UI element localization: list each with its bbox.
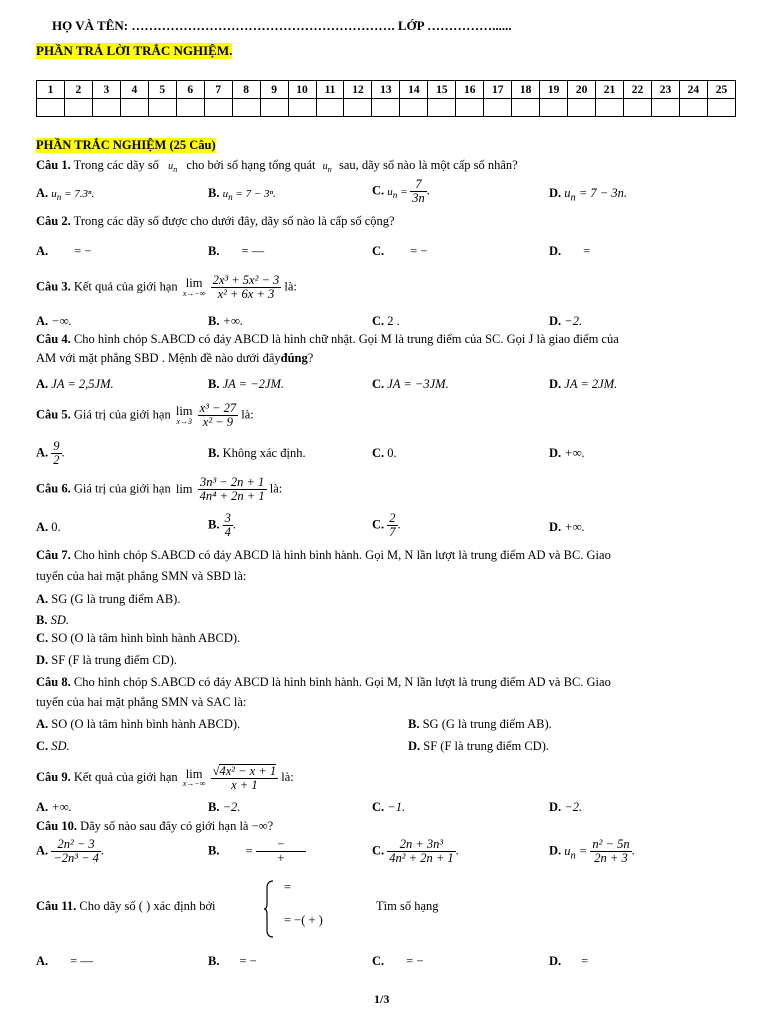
option-value: = [245,843,253,858]
limit-subscript: x→−∞ [182,779,206,789]
q6-option-b[interactable]: B. $\frac{3}{4}$ . [208,511,236,540]
fraction-denominator: 4 [224,525,231,540]
option-letter: D. [549,244,562,258]
option-value-rest: = 7 − 3ⁿ. [232,188,276,200]
q10-option-c[interactable]: C. $\frac{\text{2n + 3n³}}{\text{4n² + 2n + 1}}$ . [372,837,459,866]
q7-option-c[interactable] [36,631,240,646]
option-value: −2. [222,800,241,814]
option-letter: B. [208,843,220,858]
fraction-denominator: −2n³ − 4 [53,851,99,866]
system-brace [263,880,275,938]
answer-blank-cell[interactable] [37,99,65,117]
fraction-denominator: x² + 6x + 3 [217,287,275,302]
answer-blank-cell[interactable] [148,99,176,117]
q9-option-b[interactable] [208,800,240,815]
question-label: Câu 10. [36,819,77,833]
q3-option-a[interactable] [36,314,72,329]
section-title: PHẦN TRẮC NGHIỆM (25 Câu) [36,138,216,152]
option-value: SO (O là tâm hình bình hành ABCD). [51,631,241,645]
q5-option-c[interactable] [372,446,397,461]
option-letter: A. [36,244,49,258]
q10-option-a[interactable]: A. $\frac{\text{2n² − 3}}{\text{−2n³ − 4}}$ . [36,837,105,866]
question-emphasis: đúng [280,351,308,365]
limit-subscript: x→−∞ [182,288,206,298]
option-letter: B. [208,244,220,258]
answer-blank-cell[interactable] [176,99,204,117]
q6-option-d[interactable] [549,520,585,535]
seq-sub: n [173,165,178,174]
question-text-tail: ? [307,351,314,365]
fraction-numerator: 2n + 3n³ [387,838,455,852]
answer-number-cell: 16 [456,81,484,99]
fraction-denominator: 2n + 3 [594,851,628,866]
question-text: Trong các dãy số [73,158,159,172]
answer-number-cell: 19 [540,81,568,99]
option-letter: D. [549,377,562,391]
option-value: u [51,188,57,200]
limit-symbol: lim [185,766,203,781]
question-10 [36,819,273,834]
question-label: Câu 5. [36,407,71,422]
question-label: Câu 1. [36,158,71,172]
option-letter: D. [549,843,562,858]
answer-blank-cell[interactable] [651,99,679,117]
answer-number-cell: 23 [651,81,679,99]
question-5 [36,402,254,429]
q9-option-a[interactable] [36,800,72,815]
fraction-numerator: 2x³ + 5x² − 3 [212,273,280,287]
option-value: JA = −3JM. [387,377,449,391]
option-letter: A. [36,592,49,606]
option-value: 0. [387,446,397,460]
answer-number-cell: 22 [624,81,652,99]
q2-option-b[interactable] [208,244,264,259]
q4-option-b[interactable] [208,377,284,392]
option-letter: C. [372,377,385,391]
question-text-tail: là: [284,279,297,294]
question-9: Câu 9. Kết quả của giới hạn lim x→−∞ $\frac{\text{√4x² − x + 1}}{x + 1}$ là: [36,764,294,793]
answer-blank-cell[interactable] [707,99,735,117]
option-letter: D. [36,653,49,667]
option-value: JA = −2JM. [222,377,285,391]
option-value: SF (F là trung điểm CD). [423,739,549,753]
fraction-denominator: 2 [53,453,60,468]
q7-option-b[interactable] [36,613,69,628]
limit-symbol: lim [175,404,193,419]
question-text: Kết quả của giới hạn [73,279,178,294]
answer-number-cell: 14 [400,81,428,99]
option-value: +∞. [564,520,585,534]
question-2 [36,214,395,229]
answer-blank-cell[interactable] [428,99,456,117]
limit-subscript: x→3 [176,416,192,426]
question-text: Kết quả của giới hạn [73,770,178,784]
q6-option-c[interactable]: C. $\frac{2}{7}$ . [372,511,401,540]
option-letter: C. [372,954,385,968]
fraction-denominator: 7 [389,525,396,540]
answer-grid [36,80,736,117]
answer-blank-cell[interactable] [679,99,707,117]
class-label: LỚP ……………...... [397,18,512,33]
question-label: Câu 3. [36,279,71,294]
option-value: 0. [51,520,61,534]
option-letter: A. [36,800,49,814]
question-11 [36,899,216,914]
option-letter: A. [36,954,49,968]
answer-blank-cell[interactable] [344,99,372,117]
answer-blank-cell[interactable] [484,99,512,117]
option-letter: A. [36,314,49,328]
option-letter: B. [208,800,220,814]
q2-option-a[interactable] [36,244,91,259]
q4-option-d[interactable] [549,377,617,392]
answer-blank-cell[interactable] [540,99,568,117]
q5-option-b[interactable] [208,446,306,461]
answer-number-cell: 24 [679,81,707,99]
option-letter: B. [208,186,220,200]
q1-option-a[interactable]: A. $u_n = 7.3^n$. [36,186,95,203]
option-letter: B. [36,613,48,627]
option-value: = — [241,244,265,258]
option-letter: D. [549,314,562,328]
answer-blank-cell[interactable] [64,99,92,117]
fraction-numerator: x³ − 27 [199,401,237,415]
q6-option-a[interactable] [36,520,61,535]
question-text: Dãy số nào sau đây có giới hạn là −∞? [80,819,274,833]
option-value: u [564,186,571,200]
option-letter: A. [36,186,49,200]
answer-number-cell: 21 [596,81,624,99]
answer-number-cell: 20 [568,81,596,99]
question-label: Câu 9. [36,770,71,784]
fraction-numerator: − [256,838,306,852]
option-value: SG (G là trung điểm AB). [51,592,181,606]
answer-blank-cell[interactable] [316,99,344,117]
option-value: SF (F là trung điểm CD). [51,653,177,667]
option-letter: C. [36,739,49,753]
q8-option-d[interactable] [408,739,549,754]
q11-option-d[interactable] [549,954,588,969]
question-7-line2: tuyến của hai mặt phẳng SMN và SBD là: [36,569,247,583]
seq-symbol: u [168,161,174,172]
question-label: Câu 11. [36,899,77,913]
option-value: −2. [564,800,583,814]
option-letter: B. [208,446,220,460]
q8-option-a[interactable] [36,717,240,732]
system-line-2: = −( + ) [284,913,323,927]
fraction-denominator: x + 1 [231,778,258,793]
question-text: Cho hình chóp S.ABCD có đáy ABCD là hình bình hành. Gọi M, N lần lượt là trung điểm AD và BC. Giao [73,675,611,689]
page-number: 1/3 [374,992,390,1006]
option-letter: C. [372,800,385,814]
option-letter: B. [208,517,220,532]
question-7 [36,548,611,563]
question-text: AM với mặt phẳng SBD . Mệnh đề nào dưới đây [36,351,281,365]
option-value: u [387,185,393,198]
question-3 [36,274,297,301]
question-text-tail: là: [241,407,254,422]
q11-option-a[interactable] [36,954,93,969]
answer-blank-cell[interactable] [456,99,484,117]
question-1: Câu 1. Trong các dãy số $u_n$ cho bởi số hạng tổng quát $u_n$ sau, dãy số nào là một cấp số nhân? [36,158,518,174]
option-value: Không xác định. [222,446,306,460]
q1-option-b[interactable]: B. $u_n = 7 - 3^n$. [208,186,276,203]
option-value: SO (O là tâm hình bình hành ABCD). [51,717,241,731]
option-letter: D. [408,739,421,753]
option-value: = − [239,954,257,968]
question-label: Câu 8. [36,675,71,689]
fraction-denominator: 4n⁴ + 2n + 1 [199,489,265,504]
q7-option-d[interactable] [36,653,177,668]
question-text-tail: là: [269,481,283,496]
answer-number-cell: 15 [428,81,456,99]
option-letter: C. [372,314,385,328]
answer-number-cell: 9 [260,81,288,99]
option-value: JA = 2JM. [564,377,618,391]
question-text: Cho dãy số ( ) xác định bởi [79,899,216,913]
answer-number-cell: 8 [232,81,260,99]
option-value: SG (G là trung điểm AB). [422,717,552,731]
q1-option-c[interactable]: C. $u_n$ = $\frac{7}{3n}$ . [372,177,430,206]
question-label: Câu 2. [36,214,71,228]
answer-number-cell: 12 [344,81,372,99]
question-8-line2: tuyến của hai mặt phẳng SMN và SAC là: [36,695,247,709]
answer-number-cell: 11 [316,81,344,99]
answer-blank-cell[interactable] [624,99,652,117]
option-value: −2. [564,314,583,328]
option-value: +∞. [51,800,72,814]
answer-blank-cell[interactable] [288,99,316,117]
question-text: Cho hình chóp S.ABCD có đáy ABCD là hình chữ nhật. Gọi M là trung điểm của SC. Gọi J là giao điểm của [73,332,619,346]
option-value: = [581,954,589,968]
answer-section-title: PHẦN TRẢ LỜI TRẮC NGHIỆM. [36,43,233,58]
q10-option-b[interactable] [208,838,306,865]
answer-number-cell: 4 [120,81,148,99]
answer-blank-cell[interactable] [372,99,400,117]
option-letter: D. [549,954,562,968]
fraction-numerator: 3n³ − 2n + 1 [198,476,267,490]
option-letter: A. [36,520,49,534]
option-letter: A. [36,717,49,731]
option-value: SD. [51,739,70,753]
q1-option-d[interactable]: D. $u_n = 7 - 3n$. [549,186,627,204]
answer-number-cell: 17 [484,81,512,99]
answer-number-cell: 3 [92,81,120,99]
answer-number-cell: 10 [288,81,316,99]
q5-option-a[interactable]: A. $\frac{9}{2}$ . [36,439,65,468]
option-letter: D. [549,446,562,460]
option-letter: A. [36,843,49,858]
option-value: u [564,843,571,858]
option-letter: B. [208,954,220,968]
option-letter: C. [372,517,385,532]
limit-symbol: lim [185,276,203,291]
question-4 [36,332,619,347]
q9-option-c[interactable] [372,800,405,815]
question-label: Câu 7. [36,548,71,562]
fraction-denominator: + [276,851,285,866]
question-8 [36,675,611,690]
q3-option-b[interactable] [208,314,243,329]
answer-blank-cell[interactable] [568,99,596,117]
answer-number-cell: 2 [64,81,92,99]
answer-number-cell: 6 [176,81,204,99]
option-letter: B. [208,314,220,328]
fraction-numerator: n² − 5n [592,837,630,851]
option-value: = — [70,954,93,968]
q8-option-c[interactable] [36,739,70,754]
question-6 [36,476,282,503]
answer-blank-cell[interactable] [204,99,232,117]
option-letter: C. [372,843,385,858]
fraction-denominator: x² − 9 [202,415,233,430]
system-line-1: = [284,880,292,894]
question-text: Cho hình chóp S.ABCD có đáy ABCD là hình bình hành. Gọi M, N lần lượt là trung điểm AD và BC. Giao [73,548,611,562]
question-text: Giá trị của giới hạn [73,407,171,422]
option-letter: C. [372,183,385,198]
q3-option-c[interactable] [372,314,400,329]
option-letter: D. [549,186,562,200]
option-value-rest: = 7.3ⁿ. [61,188,95,200]
q5-option-d[interactable] [549,446,585,461]
answer-blank-cell[interactable] [400,99,428,117]
fraction-numerator: 7 [410,178,427,192]
q2-option-c[interactable] [372,244,427,259]
option-value: +∞. [222,314,244,328]
option-value: JA = 2,5JM. [51,377,114,391]
option-value: −∞. [51,314,72,328]
question-label: Câu 6. [36,481,71,496]
option-letter: D. [549,520,562,534]
answer-number-cell: 5 [148,81,176,99]
q11-option-b[interactable] [208,954,257,969]
option-letter: C. [372,446,385,460]
question-text-tail: là: [281,770,294,784]
option-letter: A. [36,377,49,391]
q9-option-d[interactable] [549,800,582,815]
q11-option-c[interactable] [372,954,423,969]
answer-number-cell: 7 [204,81,232,99]
option-value-rest: = 7 − 3n. [575,186,627,200]
option-letter: D. [549,800,562,814]
answer-blank-cell[interactable] [596,99,624,117]
question-text-tail: sau, dãy số nào là một cấp số nhân? [338,158,518,172]
q4-option-a[interactable] [36,377,114,392]
answer-blank-cell[interactable] [260,99,288,117]
option-letter: B. [208,377,220,391]
q2-option-d[interactable] [549,244,590,259]
answer-blank-cell[interactable] [120,99,148,117]
name-label: HỌ VÀ TÊN: ……………………………………………………. [52,18,395,33]
option-value: = [583,244,591,258]
fraction-numerator: 2 [389,511,396,525]
fraction-numerator: 4x² − x + 1 [219,764,277,778]
q8-option-b[interactable] [408,717,552,732]
option-value: u [222,188,229,200]
answer-blank-cell[interactable] [232,99,260,117]
option-value: SD. [50,613,69,627]
answer-blank-cell[interactable] [512,99,540,117]
option-value: +∞. [564,446,585,460]
fraction-numerator: 9 [53,439,60,453]
q3-option-d[interactable] [549,314,582,329]
question-text: Giá trị của giới hạn [73,481,171,496]
answer-blank-cell[interactable] [92,99,120,117]
option-value: = − [74,244,92,258]
fraction-numerator: 3 [224,511,231,525]
option-letter: A. [36,445,49,460]
q10-option-d[interactable]: D. $u_n$ = $\frac{\text{n² − 5n}}{2n + 3}$ . [549,837,635,866]
option-letter: B. [408,717,420,731]
fraction-denominator: 4n² + 2n + 1 [389,851,454,866]
question-text: Trong các dãy số được cho dưới đây, dãy số nào là cấp số cộng? [73,214,395,228]
q7-option-a[interactable] [36,592,180,607]
option-value: = − [410,244,428,258]
answer-number-cell: 25 [707,81,735,99]
fraction-denominator: 3n [412,191,425,206]
question-4-line2 [36,351,313,366]
q4-option-c[interactable] [372,377,449,392]
answer-number-cell: 1 [37,81,65,99]
answer-number-cell: 18 [512,81,540,99]
question-label: Câu 4. [36,332,71,346]
option-letter: C. [36,631,49,645]
option-value: 2 . [387,314,400,328]
answer-number-cell: 13 [372,81,400,99]
option-value: = − [406,954,424,968]
fraction-numerator: 2n² − 3 [51,838,101,852]
question-text-mid: cho bởi số hạng tổng quát [186,158,316,172]
question-text-tail: Tìm số hạng [376,899,439,913]
option-letter: C. [372,244,385,258]
option-value: −1. [387,800,406,814]
limit-symbol: lim [175,481,193,496]
